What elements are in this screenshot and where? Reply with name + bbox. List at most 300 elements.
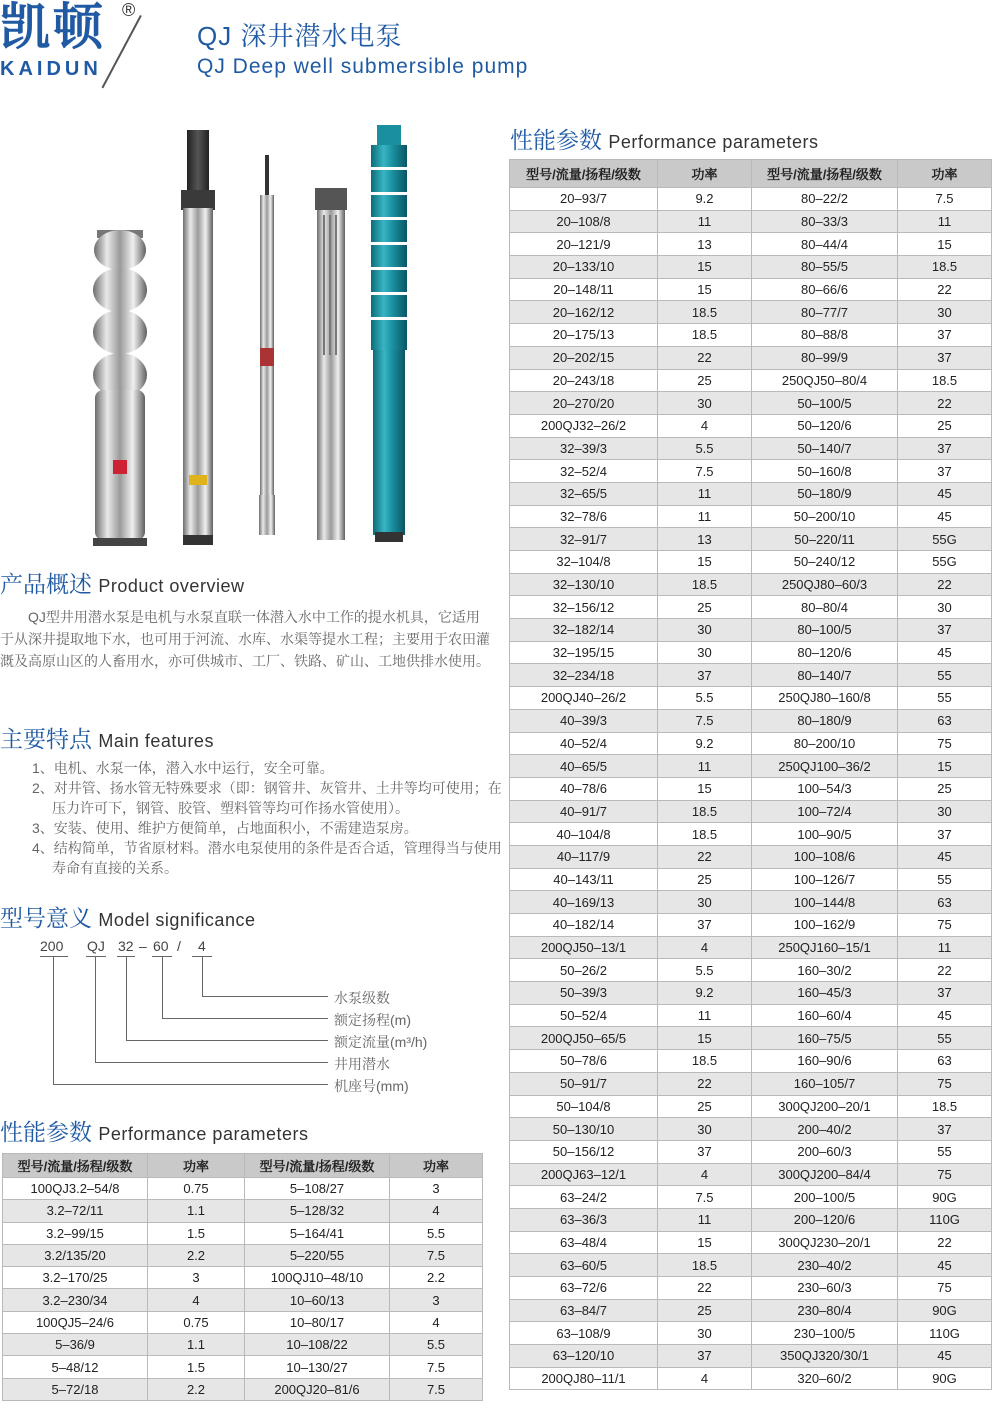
table-row bbox=[3, 1200, 483, 1222]
model-label-head: 额定扬程(m) bbox=[334, 1012, 411, 1028]
cell-power: 2.2 bbox=[148, 1378, 245, 1400]
cell-power: 18.5 bbox=[658, 301, 752, 324]
cell-power: 45 bbox=[898, 845, 992, 868]
cell-model: 3.2–170/25 bbox=[3, 1267, 148, 1289]
cell-model: 230–40/2 bbox=[752, 1254, 898, 1277]
cell-power: 4 bbox=[658, 936, 752, 959]
table-row bbox=[510, 482, 992, 505]
cell-model: 300QJ200–84/4 bbox=[752, 1163, 898, 1186]
table-row bbox=[510, 891, 992, 914]
table-row bbox=[510, 551, 992, 574]
cell-model: 160–105/7 bbox=[752, 1072, 898, 1095]
table-row bbox=[510, 619, 992, 642]
cell-power: 22 bbox=[658, 845, 752, 868]
perf-heading-en: Performance parameters bbox=[608, 132, 819, 152]
features-heading-cn: 主要特点 bbox=[0, 726, 92, 752]
cell-power: 55 bbox=[898, 664, 992, 687]
cell-power: 75 bbox=[898, 1072, 992, 1095]
cell-model: 230–60/3 bbox=[752, 1277, 898, 1300]
cell-model: 40–39/3 bbox=[510, 709, 658, 732]
cell-power: 30 bbox=[658, 392, 752, 415]
perf-heading-en: Performance parameters bbox=[98, 1124, 309, 1144]
cell-model: 160–75/5 bbox=[752, 1027, 898, 1050]
registered-mark: ® bbox=[122, 0, 136, 20]
table-row bbox=[510, 233, 992, 256]
cell-model: 50–104/8 bbox=[510, 1095, 658, 1118]
cell-model: 3.2–230/34 bbox=[3, 1289, 148, 1311]
table-row bbox=[510, 777, 992, 800]
col-header-model: 型号/流量/扬程/级数 bbox=[752, 160, 898, 188]
cell-power: 4 bbox=[390, 1200, 483, 1222]
cell-model: 160–45/3 bbox=[752, 982, 898, 1005]
cell-model: 320–60/2 bbox=[752, 1367, 898, 1390]
cell-model: 50–240/12 bbox=[752, 551, 898, 574]
cell-power: 18.5 bbox=[658, 573, 752, 596]
cell-model: 40–117/9 bbox=[510, 845, 658, 868]
cell-model: 100–126/7 bbox=[752, 868, 898, 891]
cell-model: 200QJ63–12/1 bbox=[510, 1163, 658, 1186]
cell-power: 11 bbox=[658, 505, 752, 528]
cell-model: 80–100/5 bbox=[752, 619, 898, 642]
cell-power: 37 bbox=[658, 914, 752, 937]
perf-heading-right bbox=[510, 122, 818, 155]
cell-model: 50–160/8 bbox=[752, 460, 898, 483]
cell-model: 5–128/32 bbox=[245, 1200, 390, 1222]
cell-power: 37 bbox=[898, 324, 992, 347]
cell-power: 13 bbox=[658, 233, 752, 256]
cell-model: 32–182/14 bbox=[510, 619, 658, 642]
cell-power: 11 bbox=[658, 1004, 752, 1027]
table-row bbox=[510, 369, 992, 392]
cell-model: 200QJ50–13/1 bbox=[510, 936, 658, 959]
cell-power: 9.2 bbox=[658, 982, 752, 1005]
cell-model: 63–84/7 bbox=[510, 1299, 658, 1322]
brand-logo-en: KAIDUN bbox=[0, 58, 102, 80]
cell-model: 80–22/2 bbox=[752, 188, 898, 211]
cell-model: 32–78/6 bbox=[510, 505, 658, 528]
cell-model: 10–130/27 bbox=[245, 1356, 390, 1378]
model-label-type: 井用潜水 bbox=[334, 1056, 390, 1072]
cell-model: 32–234/18 bbox=[510, 664, 658, 687]
cell-power: 55 bbox=[898, 1140, 992, 1163]
table-row bbox=[510, 959, 992, 982]
cell-power: 7.5 bbox=[390, 1356, 483, 1378]
table-row bbox=[510, 982, 992, 1005]
cell-power: 55 bbox=[898, 868, 992, 891]
table-row bbox=[510, 1050, 992, 1073]
model-label-base: 机座号(mm) bbox=[334, 1078, 409, 1094]
cell-power: 30 bbox=[898, 301, 992, 324]
cell-model: 63–24/2 bbox=[510, 1186, 658, 1209]
cell-power: 5.5 bbox=[390, 1222, 483, 1244]
model-code-head: 60 bbox=[153, 938, 169, 954]
cell-power: 75 bbox=[898, 1277, 992, 1300]
cell-model: 63–72/6 bbox=[510, 1277, 658, 1300]
cell-power: 18.5 bbox=[658, 800, 752, 823]
cell-model: 100–162/9 bbox=[752, 914, 898, 937]
cell-power: 22 bbox=[658, 1277, 752, 1300]
cell-power: 30 bbox=[898, 596, 992, 619]
overview-heading bbox=[0, 566, 244, 599]
table-row bbox=[510, 573, 992, 596]
table-row bbox=[510, 346, 992, 369]
cell-model: 200QJ32–26/2 bbox=[510, 414, 658, 437]
cell-model: 20–175/13 bbox=[510, 324, 658, 347]
col-header-power: 功率 bbox=[658, 160, 752, 188]
cell-model: 40–143/11 bbox=[510, 868, 658, 891]
table-row bbox=[510, 1345, 992, 1368]
cell-model: 80–77/7 bbox=[752, 301, 898, 324]
table-row bbox=[510, 1095, 992, 1118]
cell-model: 50–220/11 bbox=[752, 528, 898, 551]
model-heading-en: Model significance bbox=[98, 910, 256, 930]
table-row bbox=[3, 1356, 483, 1378]
table-row bbox=[3, 1311, 483, 1333]
table-row bbox=[510, 1299, 992, 1322]
table-row bbox=[510, 505, 992, 528]
cell-power: 25 bbox=[658, 369, 752, 392]
cell-model: 40–91/7 bbox=[510, 800, 658, 823]
features-heading-en: Main features bbox=[98, 731, 214, 751]
cell-power: 30 bbox=[658, 891, 752, 914]
feature-item: 1、电机、水泵一体，潜入水中运行，安全可靠。 bbox=[32, 760, 334, 776]
cell-power: 22 bbox=[658, 346, 752, 369]
cell-power: 75 bbox=[898, 914, 992, 937]
cell-model: 160–90/6 bbox=[752, 1050, 898, 1073]
cell-model: 230–100/5 bbox=[752, 1322, 898, 1345]
cell-model: 250QJ80–160/8 bbox=[752, 687, 898, 710]
model-code-dash: – bbox=[139, 938, 147, 954]
cell-power: 15 bbox=[658, 1027, 752, 1050]
cell-model: 50–180/9 bbox=[752, 482, 898, 505]
cell-power: 22 bbox=[898, 959, 992, 982]
cell-model: 100QJ10–48/10 bbox=[245, 1267, 390, 1289]
cell-power: 25 bbox=[658, 596, 752, 619]
cell-model: 200–40/2 bbox=[752, 1118, 898, 1141]
cell-power: 0.75 bbox=[148, 1311, 245, 1333]
cell-power: 9.2 bbox=[658, 732, 752, 755]
cell-power: 7.5 bbox=[658, 1186, 752, 1209]
table-row bbox=[510, 823, 992, 846]
model-code-flow: 32 bbox=[118, 938, 134, 954]
cell-power: 13 bbox=[658, 528, 752, 551]
col-header-power: 功率 bbox=[390, 1154, 483, 1178]
table-row bbox=[510, 414, 992, 437]
table-row bbox=[510, 1367, 992, 1390]
cell-model: 5–72/18 bbox=[3, 1378, 148, 1400]
cell-model: 80–88/8 bbox=[752, 324, 898, 347]
cell-model: 350QJ320/30/1 bbox=[752, 1345, 898, 1368]
cell-power: 3 bbox=[148, 1267, 245, 1289]
table-row bbox=[510, 1208, 992, 1231]
perf-heading-cn: 性能参数 bbox=[0, 1119, 92, 1145]
table-row bbox=[510, 256, 992, 279]
model-label-flow: 额定流量(m³/h) bbox=[334, 1034, 428, 1050]
cell-power: 4 bbox=[658, 414, 752, 437]
cell-model: 5–220/55 bbox=[245, 1244, 390, 1266]
cell-power: 37 bbox=[898, 823, 992, 846]
cell-power: 18.5 bbox=[898, 369, 992, 392]
cell-model: 10–60/13 bbox=[245, 1289, 390, 1311]
cell-power: 18.5 bbox=[898, 256, 992, 279]
cell-model: 50–156/12 bbox=[510, 1140, 658, 1163]
perf-heading-left bbox=[0, 1114, 308, 1147]
cell-power: 11 bbox=[658, 210, 752, 233]
header-divider bbox=[102, 15, 142, 88]
cell-model: 80–180/9 bbox=[752, 709, 898, 732]
cell-model: 32–65/5 bbox=[510, 482, 658, 505]
cell-power: 2.2 bbox=[390, 1267, 483, 1289]
cell-power: 2.2 bbox=[148, 1244, 245, 1266]
pump-stainless-stacked bbox=[93, 230, 147, 546]
table-row bbox=[510, 1186, 992, 1209]
pump-thin-rod bbox=[259, 155, 275, 535]
features-list bbox=[32, 758, 502, 878]
cell-power: 3 bbox=[390, 1178, 483, 1200]
cell-model: 50–140/7 bbox=[752, 437, 898, 460]
cell-power: 30 bbox=[658, 1118, 752, 1141]
table-row bbox=[510, 936, 992, 959]
cell-power: 4 bbox=[658, 1163, 752, 1186]
cell-model: 80–99/9 bbox=[752, 346, 898, 369]
table-row bbox=[3, 1222, 483, 1244]
cell-power: 90G bbox=[898, 1367, 992, 1390]
cell-model: 63–60/5 bbox=[510, 1254, 658, 1277]
cell-model: 63–48/4 bbox=[510, 1231, 658, 1254]
cell-power: 63 bbox=[898, 1050, 992, 1073]
model-code-stages: 4 bbox=[198, 938, 206, 954]
model-label-stages: 水泵级数 bbox=[334, 990, 390, 1006]
cell-model: 50–52/4 bbox=[510, 1004, 658, 1027]
table-row bbox=[3, 1378, 483, 1400]
cell-power: 75 bbox=[898, 1163, 992, 1186]
feature-item: 2、对井管、扬水管无特殊要求（即：钢管井、灰管井、土井等均可使用；在压力许可下，钢管、胶管、塑料管等均可作扬水管使用）。 bbox=[32, 780, 502, 816]
model-code-slash: / bbox=[177, 938, 181, 954]
cell-model: 10–80/17 bbox=[245, 1311, 390, 1333]
cell-power: 22 bbox=[658, 1072, 752, 1095]
cell-power: 55G bbox=[898, 528, 992, 551]
cell-power: 30 bbox=[658, 1322, 752, 1345]
cell-model: 5–108/27 bbox=[245, 1178, 390, 1200]
table-row bbox=[510, 1163, 992, 1186]
col-header-power: 功率 bbox=[148, 1154, 245, 1178]
cell-power: 22 bbox=[898, 278, 992, 301]
table-row bbox=[510, 301, 992, 324]
cell-model: 50–78/6 bbox=[510, 1050, 658, 1073]
cell-model: 80–80/4 bbox=[752, 596, 898, 619]
cell-model: 40–78/6 bbox=[510, 777, 658, 800]
cell-power: 5.5 bbox=[658, 687, 752, 710]
pump-slotted bbox=[315, 188, 347, 540]
cell-model: 50–39/3 bbox=[510, 982, 658, 1005]
cell-model: 40–104/8 bbox=[510, 823, 658, 846]
table-row bbox=[510, 392, 992, 415]
cell-model: 80–55/5 bbox=[752, 256, 898, 279]
cell-model: 3.2–99/15 bbox=[3, 1222, 148, 1244]
cell-model: 5–164/41 bbox=[245, 1222, 390, 1244]
cell-power: 7.5 bbox=[390, 1244, 483, 1266]
col-header-model: 型号/流量/扬程/级数 bbox=[3, 1154, 148, 1178]
cell-power: 15 bbox=[658, 278, 752, 301]
cell-model: 200QJ50–65/5 bbox=[510, 1027, 658, 1050]
table-row bbox=[3, 1289, 483, 1311]
cell-model: 63–120/10 bbox=[510, 1345, 658, 1368]
cell-model: 20–202/15 bbox=[510, 346, 658, 369]
cell-power: 18.5 bbox=[658, 1050, 752, 1073]
cell-model: 50–100/5 bbox=[752, 392, 898, 415]
cell-model: 100QJ5–24/6 bbox=[3, 1311, 148, 1333]
page-title-en: QJ Deep well submersible pump bbox=[197, 55, 529, 78]
cell-power: 37 bbox=[898, 619, 992, 642]
table-row bbox=[510, 1072, 992, 1095]
cell-power: 22 bbox=[898, 1231, 992, 1254]
cell-power: 4 bbox=[658, 1367, 752, 1390]
cell-model: 230–80/4 bbox=[752, 1299, 898, 1322]
cell-power: 15 bbox=[898, 233, 992, 256]
cell-power: 25 bbox=[898, 414, 992, 437]
cell-model: 50–200/10 bbox=[752, 505, 898, 528]
cell-model: 200QJ40–26/2 bbox=[510, 687, 658, 710]
cell-model: 50–120/6 bbox=[752, 414, 898, 437]
cell-power: 11 bbox=[658, 1208, 752, 1231]
cell-power: 30 bbox=[898, 800, 992, 823]
cell-model: 20–121/9 bbox=[510, 233, 658, 256]
cell-power: 25 bbox=[658, 1095, 752, 1118]
table-row bbox=[510, 1004, 992, 1027]
table-row bbox=[3, 1267, 483, 1289]
cell-model: 80–66/6 bbox=[752, 278, 898, 301]
cell-model: 10–108/22 bbox=[245, 1334, 390, 1356]
cell-model: 100–54/3 bbox=[752, 777, 898, 800]
cell-power: 1.1 bbox=[148, 1334, 245, 1356]
cell-power: 7.5 bbox=[898, 188, 992, 211]
cell-power: 11 bbox=[898, 936, 992, 959]
cell-power: 18.5 bbox=[658, 1254, 752, 1277]
table-row bbox=[510, 868, 992, 891]
cell-model: 50–91/7 bbox=[510, 1072, 658, 1095]
pump-product-images bbox=[85, 120, 425, 565]
feature-item: 4、结构简单，节省原材料。潜水电泵使用的条件是否合适，管理得当与使用寿命有直接的关系。 bbox=[32, 840, 502, 876]
cell-model: 300QJ230–20/1 bbox=[752, 1231, 898, 1254]
cell-power: 90G bbox=[898, 1299, 992, 1322]
cell-model: 3.2–72/11 bbox=[3, 1200, 148, 1222]
cell-power: 45 bbox=[898, 641, 992, 664]
cell-power: 18.5 bbox=[658, 324, 752, 347]
table-row bbox=[510, 641, 992, 664]
cell-model: 80–140/7 bbox=[752, 664, 898, 687]
cell-model: 250QJ100–36/2 bbox=[752, 755, 898, 778]
table-row bbox=[510, 1231, 992, 1254]
table-row bbox=[510, 278, 992, 301]
pump-teal-multistage bbox=[371, 125, 407, 542]
cell-power: 37 bbox=[898, 1118, 992, 1141]
cell-power: 45 bbox=[898, 1004, 992, 1027]
cell-power: 15 bbox=[658, 777, 752, 800]
cell-power: 37 bbox=[898, 346, 992, 369]
cell-power: 45 bbox=[898, 1345, 992, 1368]
cell-model: 32–130/10 bbox=[510, 573, 658, 596]
cell-power: 110G bbox=[898, 1208, 992, 1231]
cell-model: 100QJ3.2–54/8 bbox=[3, 1178, 148, 1200]
cell-model: 100–144/8 bbox=[752, 891, 898, 914]
cell-power: 55 bbox=[898, 1027, 992, 1050]
cell-model: 20–93/7 bbox=[510, 188, 658, 211]
cell-power: 4 bbox=[390, 1311, 483, 1333]
pump-stainless-long bbox=[181, 130, 215, 545]
table-row bbox=[510, 324, 992, 347]
cell-model: 20–270/20 bbox=[510, 392, 658, 415]
cell-model: 80–44/4 bbox=[752, 233, 898, 256]
features-heading bbox=[0, 721, 214, 754]
table-row bbox=[3, 1334, 483, 1356]
cell-power: 5.5 bbox=[658, 959, 752, 982]
cell-model: 200–120/6 bbox=[752, 1208, 898, 1231]
cell-power: 22 bbox=[898, 573, 992, 596]
cell-power: 37 bbox=[898, 982, 992, 1005]
cell-model: 32–91/7 bbox=[510, 528, 658, 551]
cell-power: 110G bbox=[898, 1322, 992, 1345]
cell-model: 160–60/4 bbox=[752, 1004, 898, 1027]
cell-model: 250QJ160–15/1 bbox=[752, 936, 898, 959]
cell-power: 7.5 bbox=[390, 1378, 483, 1400]
table-row bbox=[510, 1140, 992, 1163]
model-code-base: 200 bbox=[40, 938, 64, 954]
cell-model: 20–243/18 bbox=[510, 369, 658, 392]
model-heading bbox=[0, 900, 255, 933]
cell-power: 55G bbox=[898, 551, 992, 574]
overview-heading-cn: 产品概述 bbox=[0, 571, 92, 597]
cell-power: 0.75 bbox=[148, 1178, 245, 1200]
cell-power: 7.5 bbox=[658, 460, 752, 483]
cell-power: 9.2 bbox=[658, 188, 752, 211]
cell-power: 25 bbox=[658, 1299, 752, 1322]
cell-model: 63–108/9 bbox=[510, 1322, 658, 1345]
performance-table-left bbox=[2, 1153, 483, 1401]
model-heading-cn: 型号意义 bbox=[0, 905, 92, 931]
table-row bbox=[510, 1027, 992, 1050]
cell-model: 40–182/14 bbox=[510, 914, 658, 937]
cell-power: 1.5 bbox=[148, 1356, 245, 1378]
cell-power: 37 bbox=[658, 664, 752, 687]
performance-table-right bbox=[509, 159, 992, 1390]
cell-model: 20–148/11 bbox=[510, 278, 658, 301]
cell-power: 45 bbox=[898, 482, 992, 505]
cell-power: 37 bbox=[898, 460, 992, 483]
cell-model: 100–90/5 bbox=[752, 823, 898, 846]
overview-heading-en: Product overview bbox=[98, 576, 245, 596]
table-row bbox=[510, 1254, 992, 1277]
cell-power: 55 bbox=[898, 687, 992, 710]
cell-power: 45 bbox=[898, 505, 992, 528]
cell-power: 37 bbox=[658, 1140, 752, 1163]
cell-power: 30 bbox=[658, 619, 752, 642]
cell-model: 100–72/4 bbox=[752, 800, 898, 823]
cell-power: 1.5 bbox=[148, 1222, 245, 1244]
cell-power: 15 bbox=[898, 755, 992, 778]
table-row bbox=[510, 755, 992, 778]
cell-power: 7.5 bbox=[658, 709, 752, 732]
cell-model: 40–65/5 bbox=[510, 755, 658, 778]
brand-logo-cn: 凯顿 bbox=[0, 0, 106, 56]
table-row bbox=[510, 709, 992, 732]
cell-model: 32–156/12 bbox=[510, 596, 658, 619]
cell-power: 5.5 bbox=[390, 1334, 483, 1356]
cell-model: 100–108/6 bbox=[752, 845, 898, 868]
cell-model: 200–100/5 bbox=[752, 1186, 898, 1209]
cell-model: 80–33/3 bbox=[752, 210, 898, 233]
cell-model: 32–52/4 bbox=[510, 460, 658, 483]
cell-power: 63 bbox=[898, 709, 992, 732]
